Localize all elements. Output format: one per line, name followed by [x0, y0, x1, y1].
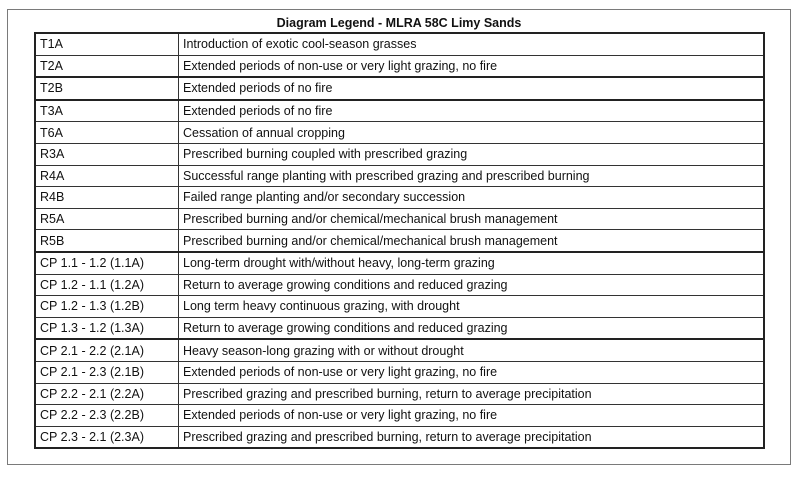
legend-row	[35, 230, 764, 252]
legend-row	[35, 33, 764, 55]
legend-description: Failed range planting and/or secondary succession	[179, 187, 765, 209]
legend-code: CP 2.2 - 2.1 (2.2A)	[35, 383, 179, 405]
legend-description: Extended periods of non-use or very light grazing, no fire	[179, 405, 765, 427]
legend-code: CP 2.1 - 2.2 (2.1A)	[35, 339, 179, 361]
legend-row	[35, 383, 764, 405]
legend-description: Long term heavy continuous grazing, with drought	[179, 296, 765, 318]
legend-table	[34, 32, 765, 449]
legend-description: Extended periods of no fire	[179, 77, 765, 100]
legend-code: T1A	[35, 33, 179, 55]
legend-description: Return to average growing conditions and reduced grazing	[179, 317, 765, 339]
legend-title: Diagram Legend - MLRA 58C Limy Sands	[276, 16, 522, 30]
legend-description: Heavy season-long grazing with or without drought	[179, 339, 765, 361]
legend-row	[35, 77, 764, 100]
legend-row	[35, 339, 764, 361]
legend-code: CP 2.1 - 2.3 (2.1B)	[35, 361, 179, 383]
legend-description: Extended periods of non-use or very light grazing, no fire	[179, 361, 765, 383]
legend-row	[35, 296, 764, 318]
legend-description: Introduction of exotic cool-season grasses	[179, 33, 765, 55]
legend-row	[35, 208, 764, 230]
legend-code: CP 1.3 - 1.2 (1.3A)	[35, 317, 179, 339]
legend-code: CP 1.1 - 1.2 (1.1A)	[35, 252, 179, 274]
legend-row	[35, 252, 764, 274]
legend-row	[35, 165, 764, 187]
legend-description: Extended periods of no fire	[179, 100, 765, 122]
legend-code: T6A	[35, 122, 179, 144]
legend-description: Prescribed burning and/or chemical/mechanical brush management	[179, 230, 765, 252]
legend-code: CP 2.3 - 2.1 (2.3A)	[35, 426, 179, 448]
legend-description: Cessation of annual cropping	[179, 122, 765, 144]
legend-row	[35, 143, 764, 165]
legend-row	[35, 55, 764, 77]
legend-code: T3A	[35, 100, 179, 122]
legend-description: Successful range planting with prescribed grazing and prescribed burning	[179, 165, 765, 187]
legend-code: R4B	[35, 187, 179, 209]
legend-row	[35, 274, 764, 296]
legend-code: R5B	[35, 230, 179, 252]
legend-description: Prescribed burning coupled with prescribed grazing	[179, 143, 765, 165]
legend-row	[35, 187, 764, 209]
legend-code: CP 1.2 - 1.1 (1.2A)	[35, 274, 179, 296]
legend-description: Extended periods of non-use or very light grazing, no fire	[179, 55, 765, 77]
legend-code: CP 1.2 - 1.3 (1.2B)	[35, 296, 179, 318]
legend-description: Prescribed grazing and prescribed burning, return to average precipitation	[179, 383, 765, 405]
legend-description: Return to average growing conditions and reduced grazing	[179, 274, 765, 296]
legend-row	[35, 405, 764, 427]
legend-row	[35, 100, 764, 122]
legend-row	[35, 122, 764, 144]
legend-code: R5A	[35, 208, 179, 230]
legend-row	[35, 426, 764, 448]
legend-row	[35, 361, 764, 383]
legend-description: Prescribed burning and/or chemical/mechanical brush management	[179, 208, 765, 230]
legend-code: R3A	[35, 143, 179, 165]
legend-code: CP 2.2 - 2.3 (2.2B)	[35, 405, 179, 427]
legend-row	[35, 317, 764, 339]
legend-code: R4A	[35, 165, 179, 187]
legend-code: T2B	[35, 77, 179, 100]
legend-description: Prescribed grazing and prescribed burning, return to average precipitation	[179, 426, 765, 448]
legend-code: T2A	[35, 55, 179, 77]
legend-description: Long-term drought with/without heavy, long-term grazing	[179, 252, 765, 274]
